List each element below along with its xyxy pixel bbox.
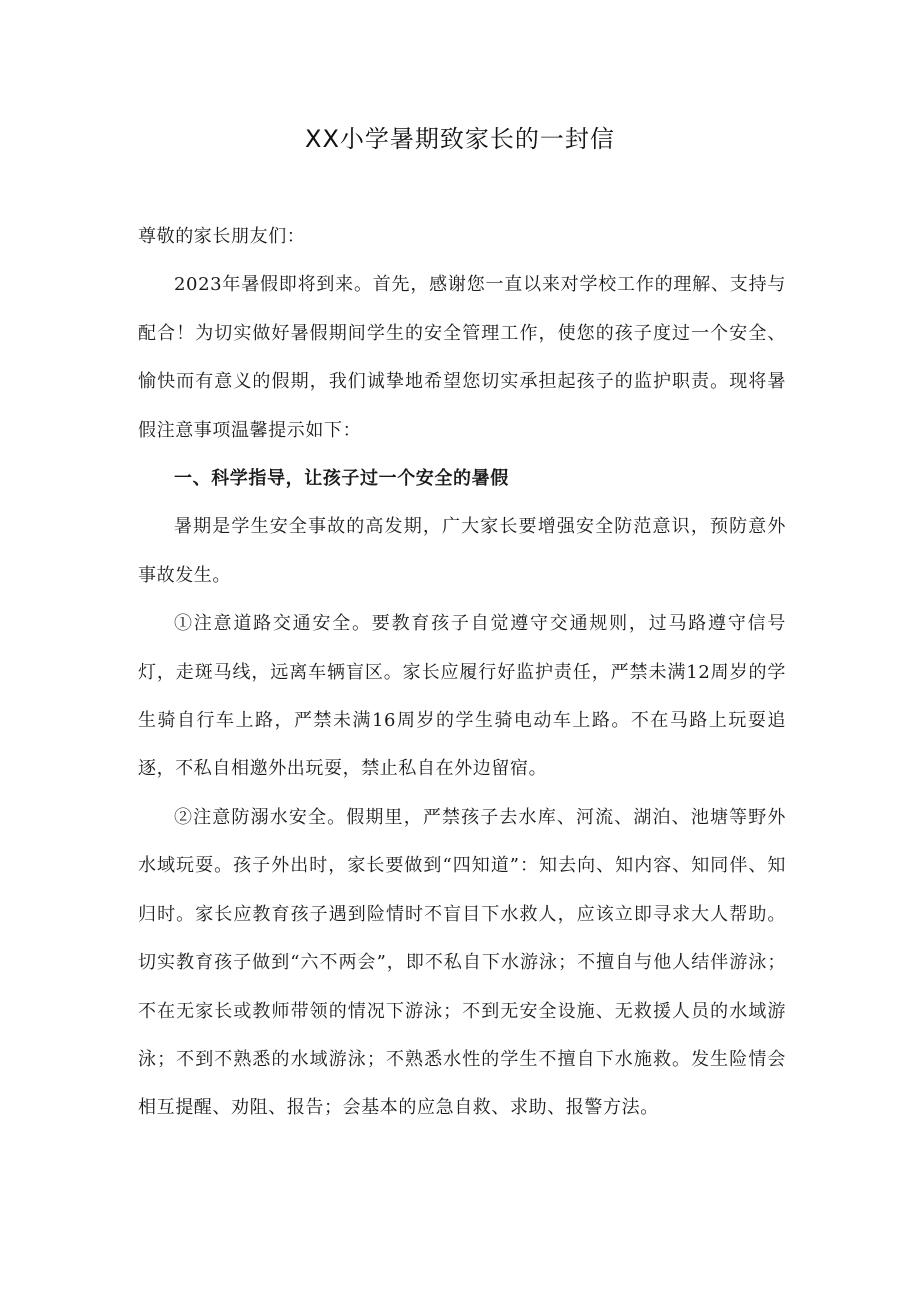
section-intro-paragraph: 暑期是学生安全事故的高发期，广大家长要增强安全防范意识，预防意外事故发生。 [138, 516, 786, 586]
salutation: 尊敬的家长朋友们： [138, 226, 306, 247]
traffic-safety-paragraph: ①注意道路交通安全。要教育孩子自觉遵守交通规则，过马路遵守信号灯，走斑马线，远离车辆盲区。家长应履行好监护责任，严禁未满12周岁的学生骑自行车上路，严禁未满16周岁的学生骑电动车上路。不在马路上玩耍追逐，不私自相邀外出玩耍，禁止私自在外边留宿。 [138, 613, 786, 780]
section-heading: 一、科学指导，让孩子过一个安全的暑假 [174, 468, 509, 490]
drowning-safety-paragraph: ②注意防溺水安全。假期里，严禁孩子去水库、河流、湖泊、池塘等野外水域玩耍。孩子外出时，家长要做到“四知道”：知去向、知内容、知同伴、知归时。家长应教育孩子遇到险情时不盲目下水救人，应该立即寻求大人帮助。切实教育孩子做到“六不两会”，即不私自下水游泳；不擅自与他人结伴游泳；不在无家长或教师带领的情况下游泳；不到无安全设施、无救援人员的水域游泳；不到不熟悉的水域游泳；不熟悉水性的学生不擅自下水施救。发生险情会相互提醒、劝阻、报告；会基本的应急自救、求助、报警方法。 [138, 806, 786, 1119]
intro-paragraph: 2023年暑假即将到来。首先，感谢您一直以来对学校工作的理解、支持与配合！为切实做好暑假期间学生的安全管理工作，使您的孩子度过一个安全、愉快而有意义的假期，我们诚挚地希望您切实承担起孩子的监护职责。现将暑假注意事项温馨提示如下： [138, 274, 786, 441]
letter-body [138, 213, 786, 1133]
document-title: XX小学暑期致家长的一封信 [305, 125, 615, 153]
